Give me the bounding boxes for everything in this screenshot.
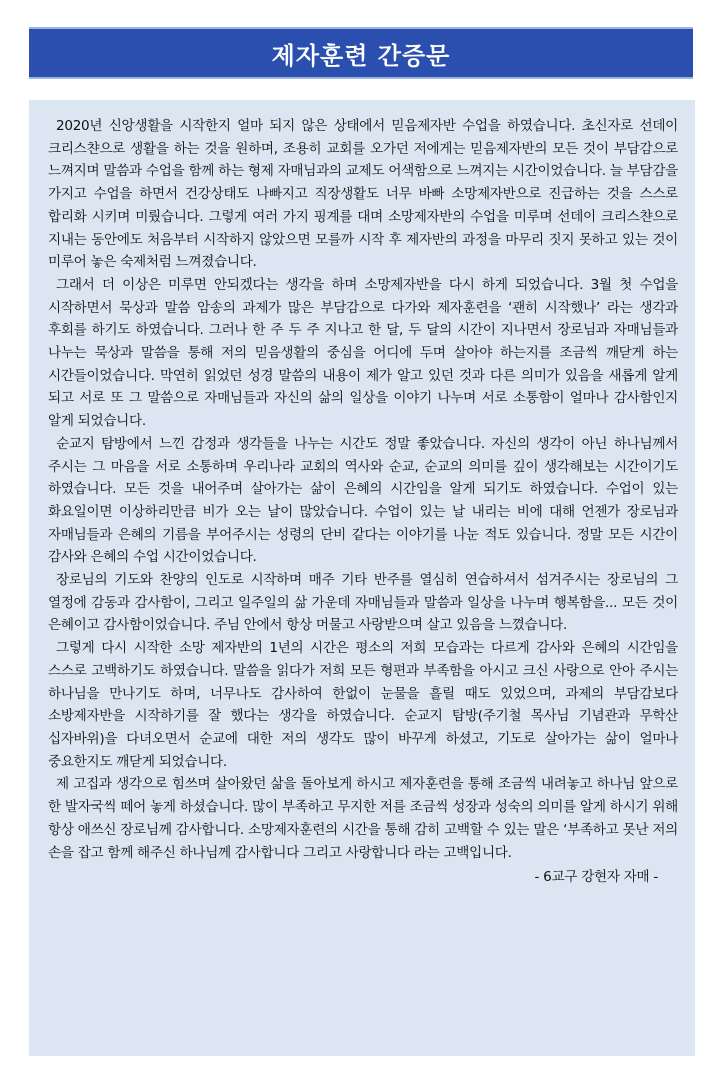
- testimony-paragraph-3: 순교지 탐방에서 느낀 감정과 생각들을 나누는 시간도 정말 좋았습니다. 자신의 생각이 아닌 하나님께서 주시는 그 마음을 서로 소통하며 우리나라 교회의 역사와 순교, 순교의 의미를 깊이 생각해보는 시간이기도 하였습니다. 모든 것을 내어주며 살아가는 삶이 은혜의 시간임을 알게 되기도 하였습니다. 수업이 있는 화요일이면 이상하리만큼 비가 오는 날이 많았습니다. 수업이 있는 날 내리는 비에 대해 언젠가 장로님과 자매님들과 은혜의 기름을 부어주시는 성령의 단비 같다는 이야기를 나눈 적도 있습니다. 정말 모든 시간이 감사와 은혜의 수업 시간이었습니다.: [48, 435, 678, 566]
- author-signature: - 6교구 강현자 자매 -: [534, 869, 658, 886]
- testimony-paragraph-5: 그렇게 다시 시작한 소망 제자반의 1년의 시간은 평소의 저희 모습과는 다르게 감사와 은혜의 시간임을 스스로 고백하기도 하였습니다. 말씀을 읽다가 저희 모든 형편과 부족함을 아시고 크신 사랑으로 안아 주시는 하나님을 만나기도 하며, 너무나도 감사하여 한없이 눈물을 흘릴 때도 있었으며, 과제의 부담감보다 소방제자반을 시작하기를 잘 했다는 생각을 하였습니다. 순교지 탐방(주기철 목사님 기념관과 무학산 십자바위)을 다녀오면서 순교에 대한 저의 생각도 많이 바꾸게 하셨고, 기도로 살아가는 삶이 얼마나 중요한지도 깨닫게 되었습니다.: [48, 640, 678, 770]
- testimony-body: [29, 100, 695, 1056]
- testimony-paragraph-1: 2020년 신앙생활을 시작한지 얼마 되지 않은 상태에서 믿음제자반 수업을 하였습니다. 초신자로 선데이 크리스챤으로 생활을 하는 것을 원하며, 조용히 교회를 오가던 저에게는 믿음제자반의 모든 것이 부담감으로 느껴지며 말씀과 수업을 함께 하는 형제 자매님과의 교제도 어색함으로 느껴지는 시간이었습니다. 늘 부담감을 가지고 수업을 하면서 건강상태도 나빠지고 직장생활도 너무 바빠 소망제자반으로 진급하는 것을 스스로 합리화 시키며 미뤘습니다. 그렇게 여러 가지 핑계를 대며 소망제자반의 수업을 미루며 선데이 크리스챤으로 지내는 동안에도 처음부터 시작하지 않았으면 모를까 시작 후 제자반의 과정을 마무리 짓지 못하고 있는 것이 미루어 놓은 숙제처럼 느껴졌습니다.: [48, 118, 678, 271]
- testimony-paragraph-2: 그래서 더 이상은 미루면 안되겠다는 생각을 하며 소망제자반을 다시 하게 되었습니다. 3월 첫 수업을 시작하면서 묵상과 말씀 암송의 과제가 많은 부담감으로 다가와 제자훈련을 ‘괜히 시작했나’ 라는 생각과 후회를 하기도 하였습니다. 그러나 한 주 두 주 지나고 한 달, 두 달의 시간이 지나면서 장로님과 자매님들과 나누는 묵상과 말씀을 통해 저의 믿음생활의 중심을 어디에 두며 살아야 하는지를 조금씩 깨닫게 하는 시간들이었습니다. 막연히 읽었던 성경 말씀의 내용이 제가 알고 있던 것과 다른 의미가 있음을 새롭게 알게 되고 서로 또 그 말씀으로 자매님들과 자신의 삶의 일상을 이야기 나누며 서로 소통함이 얼마나 감사함인지 알게 되었습니다.: [48, 276, 678, 430]
- page-title: 제자훈련 간증문: [271, 41, 451, 70]
- testimony-paragraph-4: 장로님의 기도와 찬양의 인도로 시작하며 매주 기타 반주를 열심히 연습하셔서 섬겨주시는 장로님의 그 열정에 감동과 감사함이, 그리고 일주일의 삶 가운데 자매님들과 말씀과 일상을 나누며 행복함을... 모든 것이 은혜이고 감사함이었습니다. 주님 안에서 항상 머물고 사랑받으며 살고 있음을 느꼈습니다.: [48, 572, 678, 634]
- testimony-paragraph-6: 제 고집과 생각으로 힘쓰며 살아왔던 삶을 돌아보게 하시고 제자훈련을 통해 조금씩 내려놓고 하나님 앞으로 한 발자국씩 떼어 놓게 하셨습니다. 많이 부족하고 무지한 저를 조금씩 성장과 성숙의 의미를 알게 하시기 위해 항상 애쓰신 장로님께 감사합니다. 소망제자훈련의 시간을 통해 감히 고백할 수 있는 말은 ‘부족하고 못난 저의 손을 잡고 함께 해주신 하나님께 감사합니다 그리고 사랑합니다 라는 고백입니다.: [48, 776, 678, 861]
- title-banner: [29, 27, 693, 79]
